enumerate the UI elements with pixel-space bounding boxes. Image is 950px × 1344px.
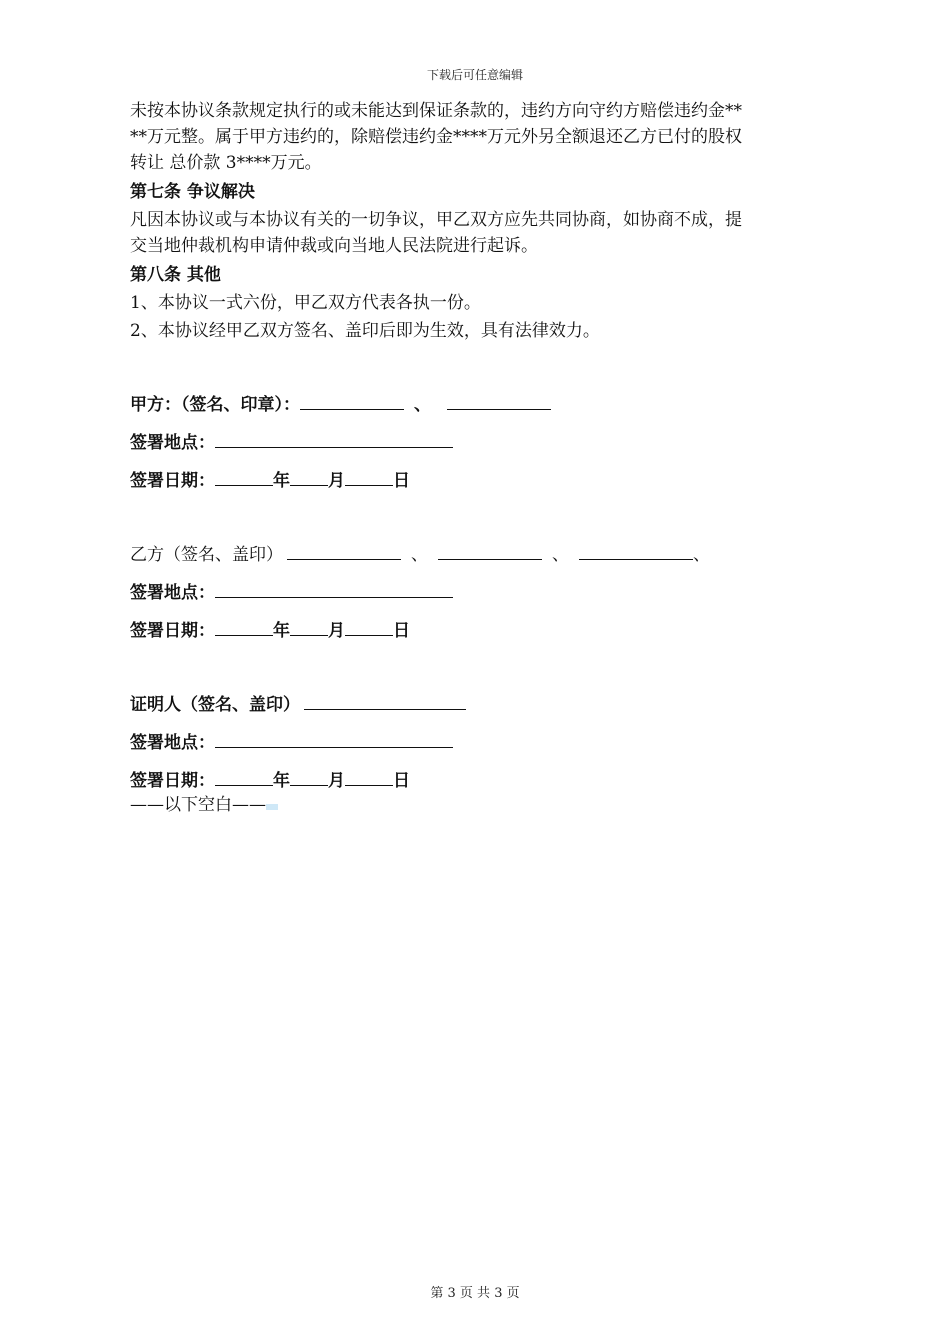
- party-b-sign-blank-3[interactable]: [579, 537, 693, 560]
- clause8-item-1: 1、本协议一式六份，甲乙双方代表各执一份。: [130, 293, 481, 313]
- clause8-item-2: 2、本协议经甲乙双方签名、盖印后即为生效，具有法律效力。: [130, 321, 600, 341]
- party-a-sign-blank-1[interactable]: [300, 387, 404, 410]
- clause6-line1: 未按本协议条款规定执行的或未能达到保证条款的，违约方向守约方赔偿违约金**: [130, 101, 742, 121]
- party-b-separator-1: 、: [411, 545, 428, 565]
- party-a-year-blank[interactable]: [215, 463, 273, 486]
- clause6-line3: 转让 总价款 3****万元。: [130, 153, 322, 173]
- clause7-text: [130, 207, 820, 259]
- clause7-line2: 交当地仲裁机构申请仲裁或向当地人民法院进行起诉。: [130, 236, 538, 256]
- party-a-month-label: 月: [328, 471, 345, 491]
- witness-month-blank[interactable]: [290, 763, 328, 786]
- witness-day-label: 日: [393, 771, 410, 791]
- party-a-day-blank[interactable]: [345, 463, 393, 486]
- party-b-day-label: 日: [393, 621, 410, 641]
- party-a-place-label: 签署地点：: [130, 433, 215, 453]
- party-a-date-row: [130, 462, 820, 500]
- party-a-month-blank[interactable]: [290, 463, 328, 486]
- page-footer: 第 3 页 共 3 页: [430, 1286, 520, 1301]
- party-b-signature-row: [130, 536, 820, 574]
- party-b-separator-3: 、: [693, 545, 710, 565]
- witness-place-blank[interactable]: [215, 725, 453, 748]
- party-b-year-blank[interactable]: [215, 613, 273, 636]
- witness-day-blank[interactable]: [345, 763, 393, 786]
- party-b-place-row: [130, 574, 820, 612]
- witness-label: 证明人（签名、盖印）: [130, 695, 300, 715]
- party-b-place-label: 签署地点：: [130, 583, 215, 603]
- clause8-heading: 第八条 其他: [130, 265, 221, 285]
- party-a-place-row: [130, 424, 820, 462]
- party-a-year-label: 年: [273, 471, 290, 491]
- witness-month-label: 月: [328, 771, 345, 791]
- party-a-place-blank[interactable]: [215, 425, 453, 448]
- clause7-line1: 凡因本协议或与本协议有关的一切争议，甲乙双方应先共同协商，如协商不成，提: [130, 210, 742, 230]
- party-b-day-blank[interactable]: [345, 613, 393, 636]
- clause6-line2: **万元整。属于甲方违约的，除赔偿违约金****万元外另全额退还乙方已付的股权: [130, 127, 742, 147]
- page-header: 下载后可任意编辑: [426, 68, 523, 82]
- clause7-heading: 第七条 争议解决: [130, 182, 255, 202]
- witness-year-blank[interactable]: [215, 763, 273, 786]
- text-cursor-highlight: [266, 804, 278, 810]
- party-a-signature-row: [130, 386, 820, 424]
- party-b-month-blank[interactable]: [290, 613, 328, 636]
- party-b-sign-blank-1[interactable]: [287, 537, 401, 560]
- party-b-label: 乙方（签名、盖印）: [130, 545, 283, 565]
- party-a-day-label: 日: [393, 471, 410, 491]
- party-b-month-label: 月: [328, 621, 345, 641]
- party-b-year-label: 年: [273, 621, 290, 641]
- document-body: [130, 98, 820, 816]
- end-of-document: [130, 794, 820, 816]
- party-b-date-label: 签署日期：: [130, 621, 215, 641]
- party-b-sign-blank-2[interactable]: [438, 537, 542, 560]
- end-text: ——以下空白——: [130, 795, 266, 815]
- witness-place-label: 签署地点：: [130, 733, 215, 753]
- witness-signature-row: [130, 686, 820, 724]
- party-b-place-blank[interactable]: [215, 575, 453, 598]
- witness-year-label: 年: [273, 771, 290, 791]
- party-a-date-label: 签署日期：: [130, 471, 215, 491]
- party-a-sign-blank-2[interactable]: [447, 387, 551, 410]
- party-b-separator-2: 、: [552, 545, 569, 565]
- witness-sign-blank[interactable]: [304, 687, 466, 710]
- party-a-label: 甲方：（签名、印章）：: [130, 395, 300, 415]
- clause6-tail: [130, 98, 820, 176]
- party-b-date-row: [130, 612, 820, 650]
- witness-date-label: 签署日期：: [130, 771, 215, 791]
- witness-place-row: [130, 724, 820, 762]
- party-a-separator: 、: [414, 395, 431, 415]
